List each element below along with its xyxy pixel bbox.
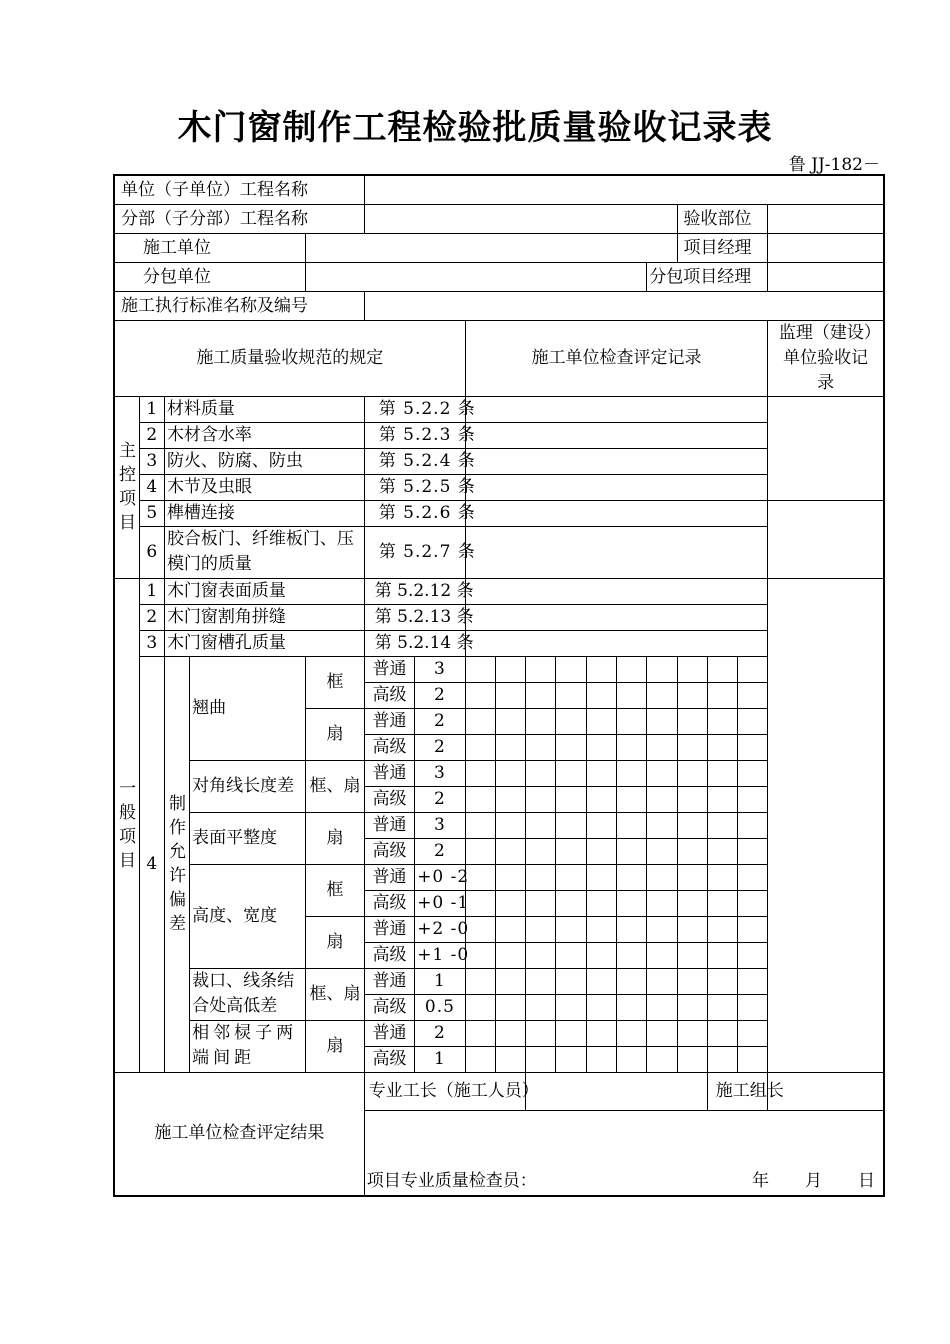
check-record-cell[interactable] <box>465 526 768 578</box>
item-number: 6 <box>139 526 164 578</box>
measurement-cell[interactable] <box>495 916 525 942</box>
tolerance-value: 1 <box>415 1046 465 1072</box>
form-code: 鲁 JJ-182－ <box>788 155 880 175</box>
measurement-cell[interactable] <box>677 890 707 916</box>
measurement-cell[interactable] <box>495 812 525 838</box>
tolerance-value: 2 <box>415 786 465 812</box>
measurement-cell[interactable] <box>465 838 495 864</box>
measurement-cell[interactable] <box>586 734 616 760</box>
measurement-cell[interactable] <box>465 968 495 994</box>
measurement-cell[interactable] <box>647 656 677 682</box>
measurement-cell[interactable] <box>677 734 707 760</box>
tolerance-part: 框、扇 <box>306 968 365 1020</box>
measurement-cell[interactable] <box>616 838 646 864</box>
measurement-cell[interactable] <box>616 864 646 890</box>
sub-project-value[interactable] <box>364 204 677 233</box>
item-name: 防火、防腐、防虫 <box>164 448 364 474</box>
measurement-cell[interactable] <box>707 786 737 812</box>
measurement-cell[interactable] <box>616 916 646 942</box>
measurement-cell[interactable] <box>738 760 768 786</box>
measurement-cell[interactable] <box>465 682 495 708</box>
measurement-cell[interactable] <box>495 838 525 864</box>
subcontractor-label: 分包单位 <box>114 262 306 291</box>
measurement-cell[interactable] <box>707 734 737 760</box>
measurement-cell[interactable] <box>526 760 556 786</box>
tolerance-grade: 高级 <box>364 890 414 916</box>
measurement-cell[interactable] <box>556 760 586 786</box>
inspection-table <box>113 174 885 1197</box>
measurement-cell[interactable] <box>707 656 737 682</box>
tolerance-value: 2 <box>415 1020 465 1046</box>
tolerance-grade: 普通 <box>364 864 414 890</box>
tolerance-value: +0 -1 <box>415 890 465 916</box>
item-number: 2 <box>139 422 164 448</box>
measurement-cell[interactable] <box>707 1020 737 1046</box>
measurement-cell[interactable] <box>556 890 586 916</box>
measurement-cell[interactable] <box>495 734 525 760</box>
measurement-cell[interactable] <box>556 864 586 890</box>
item-name: 胶合板门、纤维板门、压模门的质量 <box>164 526 364 578</box>
tolerance-part: 扇 <box>306 1020 365 1072</box>
tolerance-grade: 普通 <box>364 760 414 786</box>
tolerance-grade: 普通 <box>364 1020 414 1046</box>
measurement-cell[interactable] <box>526 890 556 916</box>
measurement-cell[interactable] <box>586 1046 616 1072</box>
accept-part-label: 验收部位 <box>677 204 768 233</box>
measurement-cell[interactable] <box>526 656 556 682</box>
measurement-cell[interactable] <box>738 1020 768 1046</box>
tolerance-item: 表面平整度 <box>190 812 306 864</box>
tolerance-value: +0 -2 <box>415 864 465 890</box>
item-clause: 第 5.2.5 条 <box>364 474 465 500</box>
measurement-cell[interactable] <box>556 708 586 734</box>
item-name: 木门窗槽孔质量 <box>164 630 364 656</box>
spec-column-header: 施工质量验收规范的规定 <box>114 320 465 396</box>
measurement-cell[interactable] <box>495 890 525 916</box>
measurement-cell[interactable] <box>465 864 495 890</box>
measurement-cell[interactable] <box>495 1046 525 1072</box>
measurement-cell[interactable] <box>707 682 737 708</box>
year-label: 年 <box>752 1171 769 1191</box>
measurement-cell[interactable] <box>556 942 586 968</box>
measurement-cell[interactable] <box>556 812 586 838</box>
measurement-cell[interactable] <box>616 942 646 968</box>
contractor-value[interactable] <box>306 233 677 262</box>
tolerance-part: 扇 <box>306 708 365 760</box>
project-manager-label: 项目经理 <box>677 233 768 262</box>
measurement-cell[interactable] <box>677 708 707 734</box>
tolerance-grade: 普通 <box>364 656 414 682</box>
measurement-cell[interactable] <box>677 786 707 812</box>
measurement-cell[interactable] <box>495 708 525 734</box>
tolerance-value: 2 <box>415 708 465 734</box>
check-result-label: 施工单位检查评定结果 <box>114 1072 364 1196</box>
tolerance-grade: 高级 <box>364 734 414 760</box>
tolerance-part: 框 <box>306 656 365 708</box>
measurement-cell[interactable] <box>556 1020 586 1046</box>
measurement-cell[interactable] <box>586 968 616 994</box>
measurement-cell[interactable] <box>556 786 586 812</box>
standard-label: 施工执行标准名称及编号 <box>114 291 364 320</box>
tolerance-grade: 高级 <box>364 942 414 968</box>
item-number: 5 <box>139 500 164 526</box>
measurement-cell[interactable] <box>616 812 646 838</box>
measurement-cell[interactable] <box>677 838 707 864</box>
measurement-cell[interactable] <box>677 682 707 708</box>
measurement-cell[interactable] <box>707 890 737 916</box>
tolerance-item: 高度、宽度 <box>190 864 306 968</box>
measurement-cell[interactable] <box>526 968 556 994</box>
measurement-cell[interactable] <box>465 656 495 682</box>
item-clause: 第 5.2.6 条 <box>364 500 465 526</box>
measurement-cell[interactable] <box>738 734 768 760</box>
measurement-cell[interactable] <box>647 968 677 994</box>
measurement-cell[interactable] <box>707 760 737 786</box>
main-items-label: 主控项目 <box>114 396 139 578</box>
inspector-label: 项目专业质量检查员： <box>366 1171 537 1191</box>
sub-project-manager-label: 分包项目经理 <box>647 262 768 291</box>
measurement-cell[interactable] <box>495 968 525 994</box>
measurement-cell[interactable] <box>616 890 646 916</box>
measurement-cell[interactable] <box>616 708 646 734</box>
measurement-cell[interactable] <box>556 734 586 760</box>
measurement-cell[interactable] <box>616 734 646 760</box>
item-name: 木节及虫眼 <box>164 474 364 500</box>
check-record-cell[interactable] <box>465 422 768 448</box>
tolerance-grade: 高级 <box>364 1046 414 1072</box>
measurement-cell[interactable] <box>526 838 556 864</box>
measurement-cell[interactable] <box>707 838 737 864</box>
measurement-cell[interactable] <box>707 994 737 1020</box>
measurement-cell[interactable] <box>526 994 556 1020</box>
page-title: 木门窗制作工程检验批质量验收记录表 <box>177 108 773 148</box>
item-clause: 第 5.2.2 条 <box>364 396 465 422</box>
tolerance-item: 翘曲 <box>190 656 306 760</box>
measurement-cell[interactable] <box>677 994 707 1020</box>
measurement-cell[interactable] <box>647 786 677 812</box>
measurement-cell[interactable] <box>677 1046 707 1072</box>
check-record-cell[interactable] <box>465 500 768 526</box>
measurement-cell[interactable] <box>738 968 768 994</box>
tolerance-value: 2 <box>415 838 465 864</box>
measurement-cell[interactable] <box>738 864 768 890</box>
tolerance-grade: 高级 <box>364 838 414 864</box>
measurement-cell[interactable] <box>738 1046 768 1072</box>
measurement-cell[interactable] <box>707 864 737 890</box>
supervisor-cell[interactable] <box>768 500 884 578</box>
measurement-cell[interactable] <box>586 916 616 942</box>
measurement-cell[interactable] <box>586 682 616 708</box>
measurement-cell[interactable] <box>586 838 616 864</box>
measurement-cell[interactable] <box>738 656 768 682</box>
item-number: 3 <box>139 630 164 656</box>
measurement-cell[interactable] <box>465 1020 495 1046</box>
team-leader-label: 施工组长 <box>707 1072 768 1110</box>
measurement-cell[interactable] <box>707 942 737 968</box>
measurement-cell[interactable] <box>556 682 586 708</box>
sub-project-manager-value[interactable] <box>768 262 884 291</box>
measurement-cell[interactable] <box>526 734 556 760</box>
measurement-cell[interactable] <box>586 942 616 968</box>
tolerance-part: 框 <box>306 864 365 916</box>
tolerance-item: 对角线长度差 <box>190 760 306 812</box>
item-name: 木门窗表面质量 <box>164 578 364 604</box>
measurement-cell[interactable] <box>526 786 556 812</box>
tolerance-grade: 高级 <box>364 994 414 1020</box>
general-items-label: 一般项目 <box>114 578 139 1072</box>
measurement-cell[interactable] <box>647 942 677 968</box>
measurement-cell[interactable] <box>647 1046 677 1072</box>
standard-value[interactable] <box>364 291 884 320</box>
measurement-cell[interactable] <box>465 1046 495 1072</box>
measurement-cell[interactable] <box>495 864 525 890</box>
measurement-cell[interactable] <box>616 1020 646 1046</box>
item-clause: 第 5.2.13 条 <box>364 604 465 630</box>
measurement-cell[interactable] <box>556 994 586 1020</box>
tolerance-grade: 普通 <box>364 968 414 994</box>
tolerance-part: 扇 <box>306 812 365 864</box>
unit-project-value[interactable] <box>364 175 884 204</box>
tolerance-value: +1 -0 <box>415 942 465 968</box>
day-label: 日 <box>858 1171 875 1191</box>
tolerance-value: 3 <box>415 760 465 786</box>
measurement-cell[interactable] <box>677 916 707 942</box>
measurement-cell[interactable] <box>738 994 768 1020</box>
measurement-cell[interactable] <box>738 812 768 838</box>
measurement-cell[interactable] <box>738 682 768 708</box>
measurement-cell[interactable] <box>465 786 495 812</box>
tolerance-label: 制作允许偏差 <box>164 656 189 1072</box>
measurement-cell[interactable] <box>586 890 616 916</box>
measurement-cell[interactable] <box>677 968 707 994</box>
measurement-cell[interactable] <box>677 812 707 838</box>
measurement-cell[interactable] <box>647 890 677 916</box>
measurement-cell[interactable] <box>707 812 737 838</box>
accept-part-value[interactable] <box>768 204 884 233</box>
check-record-column-header: 施工单位检查评定记录 <box>465 320 768 396</box>
measurement-cell[interactable] <box>707 708 737 734</box>
measurement-cell[interactable] <box>616 968 646 994</box>
measurement-cell[interactable] <box>526 812 556 838</box>
item-name: 木材含水率 <box>164 422 364 448</box>
measurement-cell[interactable] <box>526 1046 556 1072</box>
subcontractor-value[interactable] <box>306 262 647 291</box>
measurement-cell[interactable] <box>465 760 495 786</box>
item-name: 榫槽连接 <box>164 500 364 526</box>
measurement-cell[interactable] <box>677 760 707 786</box>
tolerance-value: 3 <box>415 812 465 838</box>
check-record-cell[interactable] <box>465 448 768 474</box>
item-number: 1 <box>139 396 164 422</box>
measurement-cell[interactable] <box>738 916 768 942</box>
measurement-cell[interactable] <box>526 942 556 968</box>
item-number: 1 <box>139 578 164 604</box>
tolerance-grade: 普通 <box>364 708 414 734</box>
measurement-cell[interactable] <box>556 656 586 682</box>
team-leader-value[interactable] <box>768 1072 884 1110</box>
measurement-cell[interactable] <box>495 682 525 708</box>
check-result-value[interactable] <box>364 1110 884 1196</box>
tolerance-grade: 普通 <box>364 916 414 942</box>
measurement-cell[interactable] <box>465 890 495 916</box>
supervisor-column-header: 监理（建设）单位验收记录 <box>768 320 884 396</box>
measurement-cell[interactable] <box>495 760 525 786</box>
tolerance-item: 相邻棂子两端间距 <box>190 1020 306 1072</box>
measurement-cell[interactable] <box>738 786 768 812</box>
check-record-cell[interactable] <box>465 396 768 422</box>
tolerance-grade: 高级 <box>364 682 414 708</box>
project-manager-value[interactable] <box>768 233 884 262</box>
measurement-cell[interactable] <box>586 708 616 734</box>
measurement-cell[interactable] <box>465 994 495 1020</box>
measurement-cell[interactable] <box>647 864 677 890</box>
measurement-cell[interactable] <box>495 1020 525 1046</box>
measurement-cell[interactable] <box>647 1020 677 1046</box>
measurement-cell[interactable] <box>707 1046 737 1072</box>
tolerance-grade: 高级 <box>364 786 414 812</box>
measurement-cell[interactable] <box>465 942 495 968</box>
tolerance-value: 2 <box>415 734 465 760</box>
sub-project-label: 分部（子分部）工程名称 <box>114 204 364 233</box>
check-record-cell[interactable] <box>465 474 768 500</box>
tolerance-value: 2 <box>415 682 465 708</box>
measurement-cell[interactable] <box>495 656 525 682</box>
supervisor-cell[interactable] <box>768 578 884 1072</box>
measurement-cell[interactable] <box>738 838 768 864</box>
measurement-cell[interactable] <box>616 1046 646 1072</box>
measurement-cell[interactable] <box>526 864 556 890</box>
tolerance-grade: 普通 <box>364 812 414 838</box>
measurement-cell[interactable] <box>647 708 677 734</box>
measurement-cell[interactable] <box>616 656 646 682</box>
measurement-cell[interactable] <box>586 864 616 890</box>
measurement-cell[interactable] <box>556 968 586 994</box>
measurement-cell[interactable] <box>465 812 495 838</box>
measurement-cell[interactable] <box>647 994 677 1020</box>
item-clause: 第 5.2.3 条 <box>364 422 465 448</box>
tolerance-value: +2 -0 <box>415 916 465 942</box>
check-record-cell[interactable] <box>465 578 768 604</box>
item-name: 木门窗割角拼缝 <box>164 604 364 630</box>
foreman-value[interactable] <box>526 1072 708 1110</box>
item-number: 2 <box>139 604 164 630</box>
measurement-cell[interactable] <box>677 942 707 968</box>
measurement-cell[interactable] <box>465 708 495 734</box>
foreman-label: 专业工长（施工人员） <box>364 1072 525 1110</box>
measurement-cell[interactable] <box>556 838 586 864</box>
tolerance-value: 3 <box>415 656 465 682</box>
item-clause: 第 5.2.7 条 <box>364 526 465 578</box>
item-clause: 第 5.2.12 条 <box>364 578 465 604</box>
measurement-cell[interactable] <box>586 812 616 838</box>
measurement-cell[interactable] <box>616 786 646 812</box>
measurement-cell[interactable] <box>738 708 768 734</box>
supervisor-cell[interactable] <box>768 396 884 500</box>
measurement-cell[interactable] <box>495 786 525 812</box>
measurement-cell[interactable] <box>526 708 556 734</box>
measurement-cell[interactable] <box>616 994 646 1020</box>
measurement-cell[interactable] <box>677 656 707 682</box>
measurement-cell[interactable] <box>465 916 495 942</box>
item-number: 3 <box>139 448 164 474</box>
measurement-cell[interactable] <box>616 760 646 786</box>
measurement-cell[interactable] <box>647 760 677 786</box>
measurement-cell[interactable] <box>647 916 677 942</box>
tolerance-item: 裁口、线条结合处高低差 <box>190 968 306 1020</box>
measurement-cell[interactable] <box>677 1020 707 1046</box>
measurement-cell[interactable] <box>495 942 525 968</box>
measurement-cell[interactable] <box>707 968 737 994</box>
month-label: 月 <box>805 1171 822 1191</box>
item-number: 4 <box>139 656 164 1072</box>
measurement-cell[interactable] <box>647 838 677 864</box>
tolerance-value: 1 <box>415 968 465 994</box>
measurement-cell[interactable] <box>586 1020 616 1046</box>
measurement-cell[interactable] <box>586 994 616 1020</box>
measurement-cell[interactable] <box>526 1020 556 1046</box>
measurement-cell[interactable] <box>677 864 707 890</box>
measurement-cell[interactable] <box>526 682 556 708</box>
tolerance-part: 扇 <box>306 916 365 968</box>
measurement-cell[interactable] <box>556 916 586 942</box>
item-name: 材料质量 <box>164 396 364 422</box>
measurement-cell[interactable] <box>556 1046 586 1072</box>
tolerance-value: 0.5 <box>415 994 465 1020</box>
check-record-cell[interactable] <box>465 604 768 630</box>
measurement-cell[interactable] <box>586 656 616 682</box>
tolerance-part: 框、扇 <box>306 760 365 812</box>
item-clause: 第 5.2.14 条 <box>364 630 465 656</box>
contractor-label: 施工单位 <box>114 233 306 262</box>
measurement-cell[interactable] <box>647 682 677 708</box>
measurement-cell[interactable] <box>495 994 525 1020</box>
measurement-cell[interactable] <box>586 760 616 786</box>
measurement-cell[interactable] <box>465 734 495 760</box>
measurement-cell[interactable] <box>616 682 646 708</box>
item-number: 4 <box>139 474 164 500</box>
measurement-cell[interactable] <box>647 734 677 760</box>
check-record-cell[interactable] <box>465 630 768 656</box>
measurement-cell[interactable] <box>586 786 616 812</box>
measurement-cell[interactable] <box>526 916 556 942</box>
item-clause: 第 5.2.4 条 <box>364 448 465 474</box>
measurement-cell[interactable] <box>738 942 768 968</box>
unit-project-label: 单位（子单位）工程名称 <box>114 175 364 204</box>
measurement-cell[interactable] <box>647 812 677 838</box>
measurement-cell[interactable] <box>738 890 768 916</box>
measurement-cell[interactable] <box>707 916 737 942</box>
